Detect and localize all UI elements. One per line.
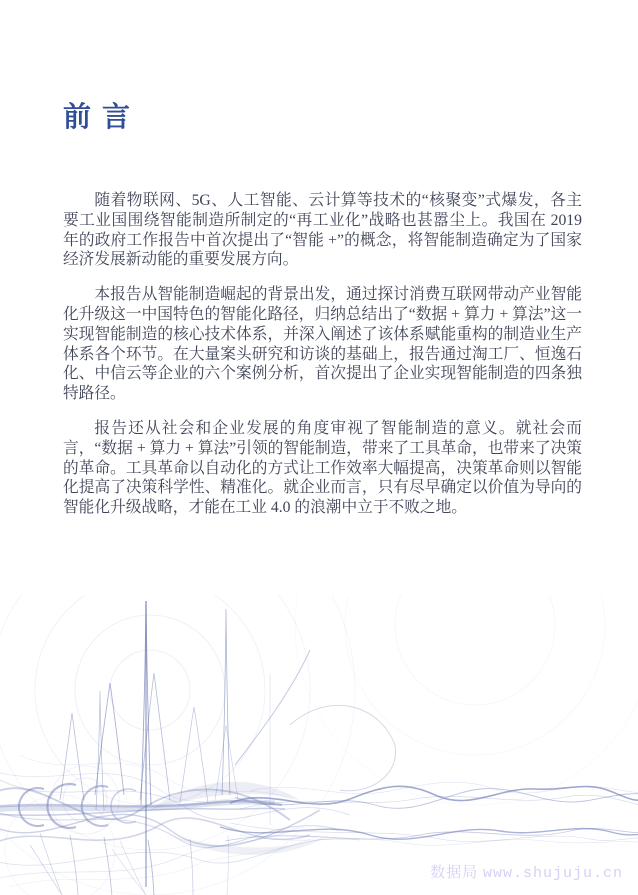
wave-lines-lower xyxy=(220,823,638,845)
cluster-strands xyxy=(0,650,396,887)
concentric-circles xyxy=(0,595,638,895)
abstract-flow-art xyxy=(0,595,638,895)
page-title: 前言 xyxy=(63,101,142,132)
preface-body xyxy=(63,191,582,533)
preface-paragraph-2: 本报告从智能制造崛起的背景出发，通过探讨消费互联网带动产业智能化升级这一中国特色的智能化路径，归纳总结出了“数据 + 算力 + 算法”这一实现智能制造的核心技术体系，并深入阐述了该体系赋能重构的制造业生产体系各个环节。在大量案头研究和访谈的基础上，报告通过淘工厂、恒逸石化、中信云等企业的六个案例分析，首次提出了企业实现智能制造的四条独特路径。 xyxy=(63,286,582,403)
watermark xyxy=(430,861,623,882)
preface-paragraph-3: 报告还从社会和企业发展的角度审视了智能制造的意义。就社会而言，“数据 + 算力 + 算法”引领的智能制造，带来了工具革命，也带来了决策的革命。工具革命以自动化的方式让工作效率大幅提高，决策革命则以智能化提高了决策科学性、精准化。就企业而言，只有尽早确定以价值为导向的智能化升级战略，才能在工业 4.0 的浪潮中立于不败之地。 xyxy=(63,419,582,517)
watermark-site-url: www.shujuju.cn xyxy=(482,865,623,882)
watermark-site-name: 数据局 xyxy=(430,865,479,881)
preface-paragraph-1: 随着物联网、5G、人工智能、云计算等技术的“核聚变”式爆发，各主要工业国围绕智能制造所制定的“再工业化”战略也甚嚣尘上。我国在 2019 年的政府工作报告中首次提出了“智能 +”的概念，将智能制造确定为了国家经济发展新动能的重要发展方向。 xyxy=(63,192,582,269)
